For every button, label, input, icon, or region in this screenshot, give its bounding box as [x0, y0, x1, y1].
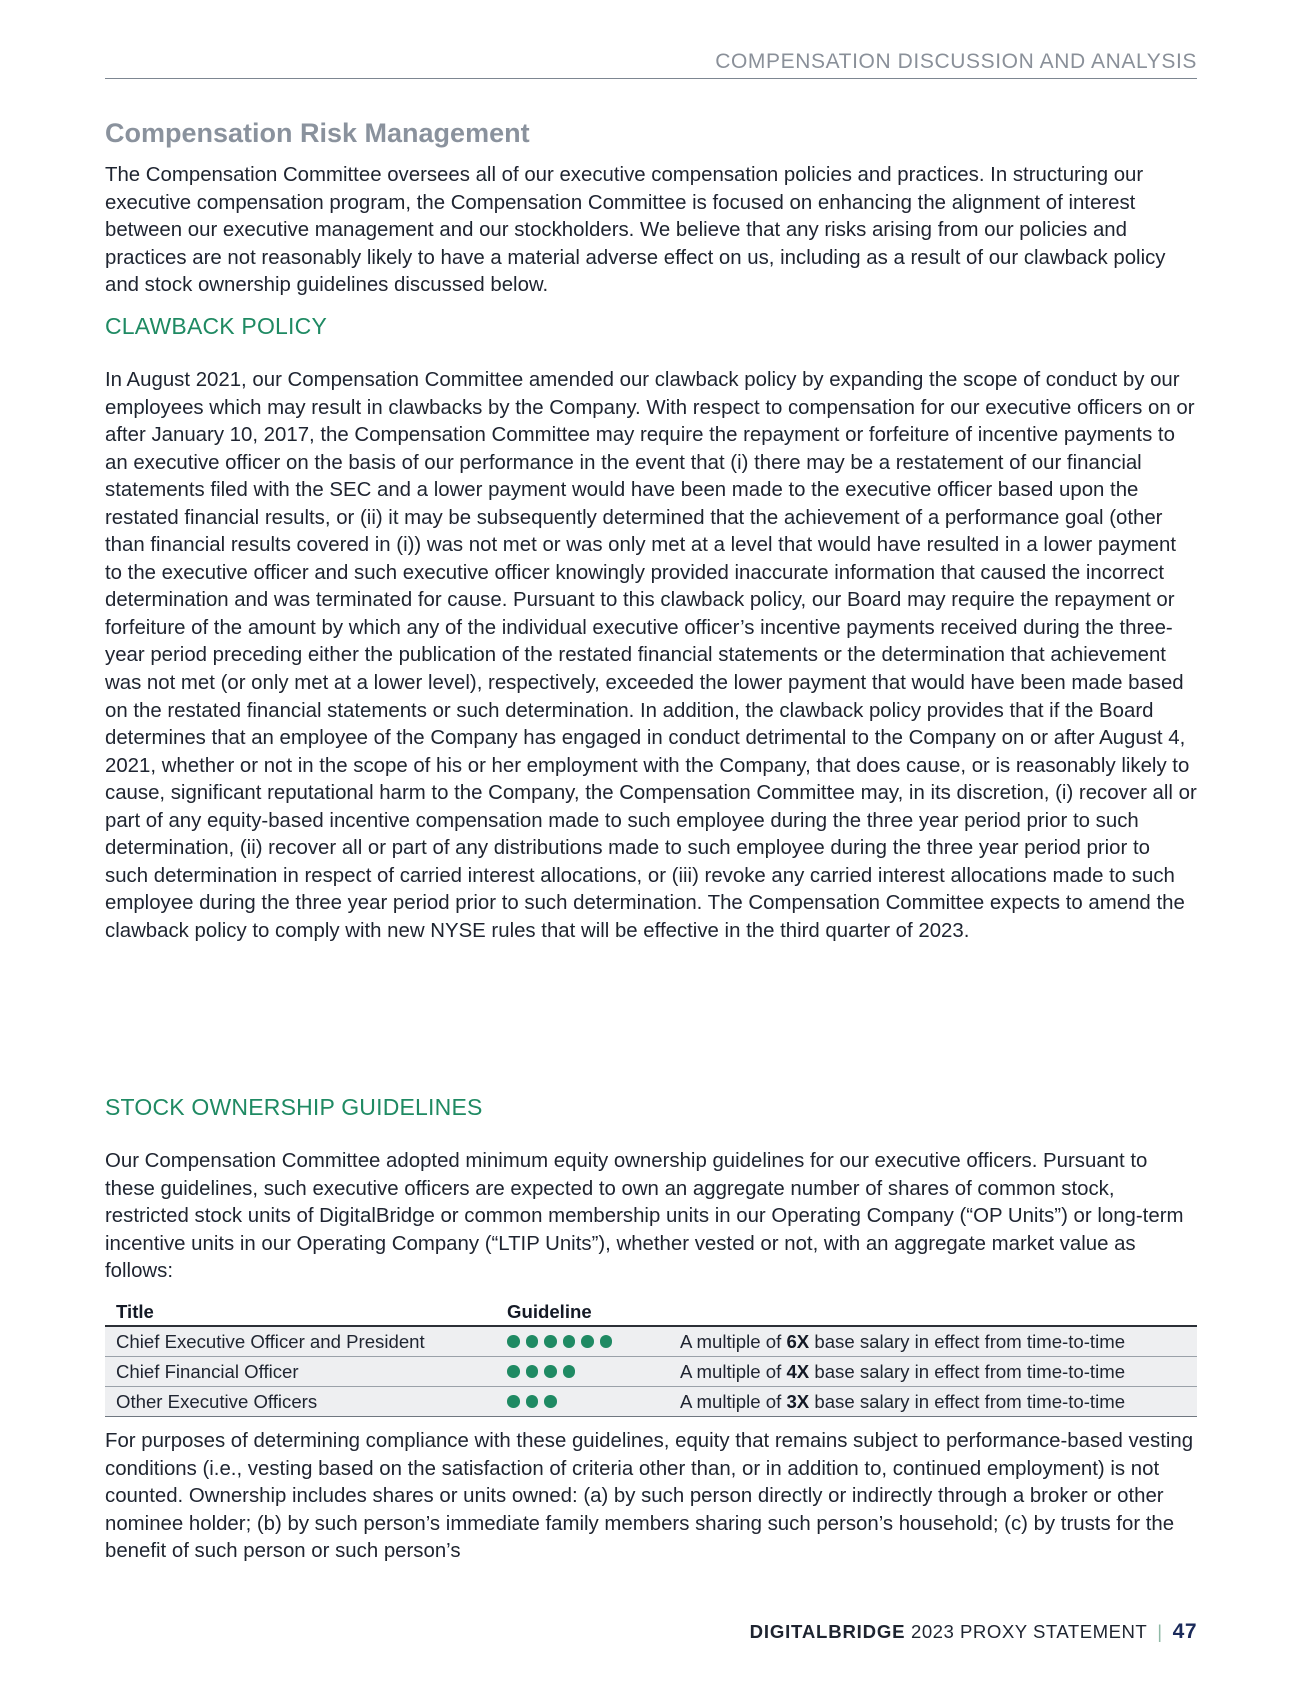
- column-header-title: Title: [116, 1301, 154, 1322]
- salary-multiple: 4X: [786, 1360, 810, 1382]
- desc-suffix: base salary in effect from time-to-time: [809, 1360, 1126, 1382]
- guideline-dot-icon: [544, 1335, 557, 1348]
- guideline-dots: [496, 1387, 669, 1417]
- guideline-dot-icon: [526, 1395, 539, 1408]
- guideline-dot-icon: [600, 1335, 613, 1348]
- row-title: Chief Executive Officer and President: [116, 1330, 425, 1352]
- column-header-blank: [669, 1300, 1197, 1326]
- running-header: COMPENSATION DISCUSSION AND ANALYSIS: [715, 50, 1197, 73]
- table-row: [105, 1326, 1197, 1357]
- guideline-dot-icon: [544, 1395, 557, 1408]
- guideline-dot-icon: [507, 1365, 520, 1378]
- guideline-dot-icon: [563, 1335, 576, 1348]
- table-header-row: [105, 1300, 1197, 1326]
- column-header-guideline: Guideline: [507, 1301, 592, 1322]
- section-title: Compensation Risk Management: [105, 118, 530, 148]
- guideline-dot-icon: [563, 1365, 576, 1378]
- desc-prefix: A multiple of: [680, 1390, 787, 1412]
- guideline-dot-icon: [526, 1365, 539, 1378]
- salary-multiple: 3X: [786, 1390, 810, 1412]
- guideline-dots: [496, 1326, 669, 1357]
- stock-heading: STOCK OWNERSHIP GUIDELINES: [105, 1094, 483, 1120]
- desc-suffix: base salary in effect from time-to-time: [809, 1330, 1126, 1352]
- row-title: Other Executive Officers: [116, 1390, 318, 1412]
- stock-intro-paragraph: Our Compensation Committee adopted minimum equity ownership guidelines for our executive officers. Pursuant to these guidelines, such executive officers are expected to own an aggregate number of shares of common stock, restricted stock units of DigitalBridge or common membership units in our Operating Company (“OP Units”) or long-term incentive units in our Operating Company (“LTIP Units”), whether vested or not, with an aggregate market value as follows:: [105, 1150, 1184, 1283]
- guideline-description: [669, 1326, 1197, 1357]
- guideline-dot-icon: [507, 1395, 520, 1408]
- footer-separator: |: [1157, 1621, 1163, 1642]
- guidelines-table: [105, 1300, 1197, 1417]
- footer-brand: DIGITALBRIDGE: [749, 1621, 906, 1642]
- desc-prefix: A multiple of: [680, 1360, 787, 1382]
- page-footer: [750, 1620, 1197, 1644]
- salary-multiple: 6X: [786, 1330, 810, 1352]
- table-row: [105, 1387, 1197, 1417]
- stock-after-paragraph: For purposes of determining compliance with these guidelines, equity that remains subject to performance-based vesting conditions (i.e., vesting based on the satisfaction of criteria other than, or in addition to, continued employment) is not counted. Ownership includes shares or units owned: (a) by such person directly or indirectly through a broker or other nominee holder; (b) by such person’s immediate family members sharing such person’s household; (c) by trusts for the benefit of such person or such person’s: [105, 1430, 1194, 1563]
- clawback-paragraph: In August 2021, our Compensation Committee amended our clawback policy by expanding the scope of conduct by our employees which may result in clawbacks by the Company. With respect to compensation for our executive officers on or after January 10, 2017, the Compensation Committee may require the repayment or forfeiture of incentive payments to an executive officer on the basis of our performance in the event that (i) there may be a restatement of our financial statements filed with the SEC and a lower payment would have been made to the executive officer based upon the restated financial results, or (ii) it may be subsequently determined that the achievement of a performance goal (other than financial results covered in (i)) was not met or was only met at a level that would have resulted in a lower payment to the executive officer and such executive officer knowingly provided inaccurate information that caused the incorrect determination and was terminated for cause. Pursuant to this clawback policy, our Board may require the repayment or forfeiture of the amount by which any of the individual executive officer’s incentive payments received during the three-year period preceding either the publication of the restated financial statements or the determination that achievement was not met (or only met at a lower level), respectively, exceeded the lower payment that would have been made based on the restated financial statements or such determination. In addition, the clawback policy provides that if the Board determines that an employee of the Company has engaged in conduct detrimental to the Company on or after August 4, 2021, whether or not in the scope of his or her employment with the Company, that does cause, or is reasonably likely to cause, significant reputational harm to the Company, the Compensation Committee may, in its discretion, (i) recover all or part of any equity-based incentive compensation made to such employee during the three year period prior to such determination, (ii) recover all or part of any distributions made to such employee during the three year period prior to such determination in respect of carried interest allocations, or (iii) revoke any carried interest allocations made to such employee during the three year period prior to such determination. The Compensation Committee expects to amend the clawback policy to comply with new NYSE rules that will be effective in the third quarter of 2023.: [105, 369, 1197, 942]
- risk-paragraph: The Compensation Committee oversees all of our executive compensation policies and practices. In structuring our executive compensation program, the Compensation Committee is focused on enhancing the alignment of interest between our executive management and our stockholders. We believe that any risks arising from our policies and practices are not reasonably likely to have a material adverse effect on us, including as a result of our clawback policy and stock ownership guidelines discussed below.: [105, 164, 1166, 297]
- desc-suffix: base salary in effect from time-to-time: [809, 1390, 1126, 1412]
- clawback-heading: CLAWBACK POLICY: [105, 313, 327, 339]
- guideline-dot-icon: [581, 1335, 594, 1348]
- guideline-dots: [496, 1357, 669, 1387]
- desc-prefix: A multiple of: [680, 1330, 787, 1352]
- page-number: 47: [1172, 1620, 1197, 1643]
- guideline-dot-icon: [526, 1335, 539, 1348]
- header-rule: [105, 78, 1197, 79]
- guideline-dot-icon: [507, 1335, 520, 1348]
- guideline-dot-icon: [544, 1365, 557, 1378]
- guideline-description: [669, 1357, 1197, 1387]
- row-title: Chief Financial Officer: [116, 1360, 299, 1382]
- guideline-description: [669, 1387, 1197, 1417]
- footer-doc-title: 2023 PROXY STATEMENT: [911, 1621, 1148, 1642]
- table-row: [105, 1357, 1197, 1387]
